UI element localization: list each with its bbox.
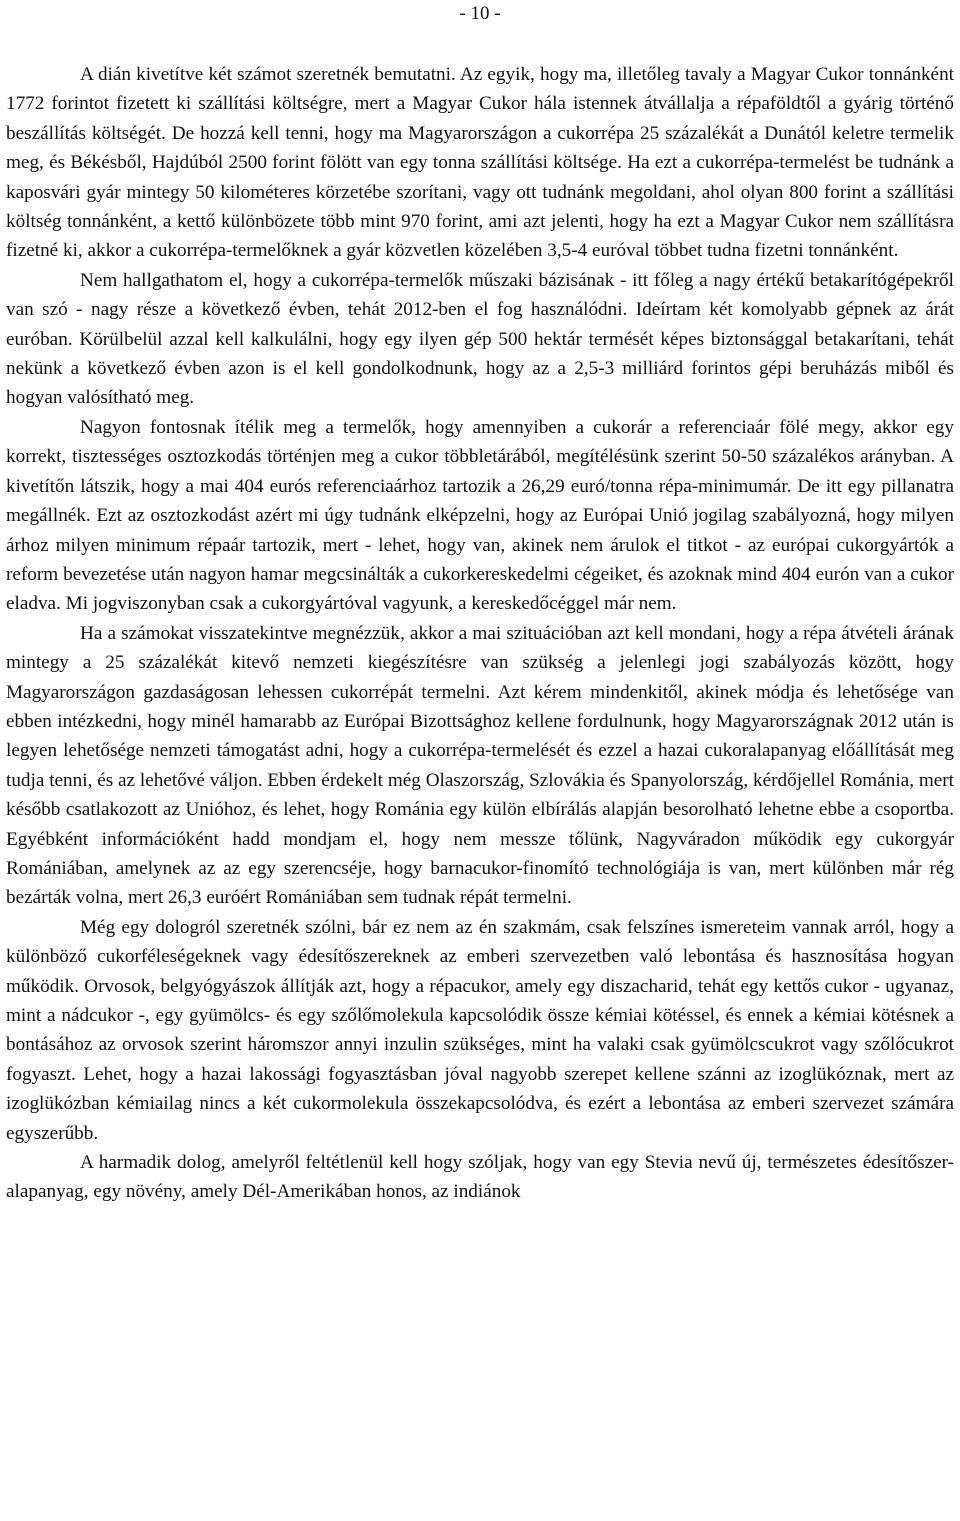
paragraph-5: Még egy dologról szeretnék szólni, bár ez nem az én szakmám, csak felszínes ismereteim vannak arról, hogy a különböző cukorféleségeknek vagy édesítőszereknek az emberi szervezetben való lebontása és hasznosítása hogyan működik. Orvosok, belgyógyászok állítják azt, hogy a répacukor, amely egy diszacharid, tehát egy kettős cukor - ugyanaz, mint a nádcukor -, egy gyümölcs- és egy szőlőmolekula kapcsolódik össze kémiai kötéssel, és ennek a kémiai kötésnek a bontásához az orvosok szerint háromszor annyi inzulin szükséges, mint ha valaki csak gyümölcscukrot vagy szőlőcukrot fogyaszt. Lehet, hogy a hazai lakossági fogyasztásban jóval nagyobb szerepet kellene szánni az izoglükóznak, mert az izoglükózban kémiailag nincs a két cukormolekula összekapcsolódva, és ezért a lebontása az emberi szervezet számára egyszerűbb. [6, 916, 954, 1144]
paragraph-6: A harmadik dolog, amelyről feltétlenül kell hogy szóljak, hogy van egy Stevia nevű új, természetes édesítőszer-alapanyag, egy növény, amely Dél-Amerikában honos, az indiánok [6, 1152, 954, 1203]
paragraph-2: Nem hallgathatom el, hogy a cukorrépa-termelők műszaki bázisának - itt főleg a nagy értékű betakarítógépekről van szó - nagy része a következő évben, tehát 2012-ben el fog használódni. Ideírtam két komolyabb gépnek az árát euróban. Körülbelül azzal kell kalkulálni, hogy egy ilyen gép 500 hektár termését képes biztonsággal betakarítani, tehát nekünk a következő évben azon is el kell gondolkodnunk, hogy az a 2,5-3 milliárd forintos gépi beruházás miből és hogyan valósítható meg. [6, 269, 954, 409]
paragraph-3: Nagyon fontosnak ítélik meg a termelők, hogy amennyiben a cukorár a referenciaár fölé megy, akkor egy korrekt, tisztességes osztozkodás történjen meg a cukor többletárából, megítélésünk szerint 50-50 százalékos arányban. A kivetítőn látszik, hogy a mai 404 eurós referenciaárhoz tartozik a 26,29 euró/tonna répa-minimumár. De itt egy pillanatra megállnék. Ezt az osztozkodást azért mi úgy tudnánk elképzelni, hogy az Európai Unió jogilag szabályozná, hogy milyen árhoz milyen minimum répaár tartozik, mert - lehet, hogy van, akinek nem árulok el titkot - az európai cukorgyártók a reform bevezetése után nagyon hamar megcsinálták a cukorkereskedelmi cégeiket, és azoknak mind 404 eurón van a cukor eladva. Mi jogviszonyban csak a cukorgyártóval vagyunk, a kereskedőcéggel már nem. [6, 416, 954, 615]
page-number: - 10 - [459, 3, 501, 24]
document-body [6, 60, 954, 1207]
paragraph-4: Ha a számokat visszatekintve megnézzük, akkor a mai szituációban azt kell mondani, hogy a répa átvételi árának mintegy a 25 százalékát kitevő nemzeti kiegészítésre van szükség a jelenlegi jogi szabályozás között, hogy Magyarországon gazdaságosan lehessen cukorrépát termelni. Azt kérem mindenkitől, akinek módja és lehetősége van ebben intézkedni, hogy minél hamarabb az Európai Bizottsághoz kellene fordulnunk, hogy Magyarországnak 2012 után is legyen lehetősége nemzeti támogatást adni, hogy a cukorrépa-termelését és ezzel a hazai cukoralapanyag előállítását meg tudja tenni, és az lehetővé váljon. Ebben érdekelt még Olaszország, Szlovákia és Spanyolország, kérdőjellel Románia, mert később csatlakozott az Unióhoz, és lehet, hogy Románia egy külön elbírálás alapján besorolható lehetne ebbe a csoportba. Egyébként információként hadd mondjam el, hogy nem messze tőlünk, Nagyváradon működik egy cukorgyár Romániában, amelynek az az egy szerencséje, hogy barnacukor-finomító technológiája is van, mert különben már rég bezárták volna, mert 26,3 euróért Romániában sem tudnak répát termelni. [6, 622, 954, 909]
paragraph-1: A dián kivetítve két számot szeretnék bemutatni. Az egyik, hogy ma, illetőleg tavaly a Magyar Cukor tonnánként 1772 forintot fizetett ki szállítási költségre, mert a Magyar Cukor hála istennek átvállalja a répaföldtől a gyárig történő beszállítás költségét. De hozzá kell tenni, hogy ma Magyarországon a cukorrépa 25 százalékát a Dunától keletre termelik meg, és Békésből, Hajdúból 2500 forint fölött van egy tonna szállítási költsége. Ha ezt a cukorrépa-termelést be tudnánk a kaposvári gyár mintegy 50 kilométeres körzetébe szorítani, vagy ott tudnánk megoldani, ahol olyan 800 forint a szállítási költség tonnánként, a kettő különbözete több mint 970 forint, ami azt jelenti, hogy ha ezt a Magyar Cukor nem szállításra fizetné ki, akkor a cukorrépa-termelőknek a gyár közvetlen közelében 3,5-4 euróval többet tudna fizetni tonnánként. [6, 64, 954, 262]
